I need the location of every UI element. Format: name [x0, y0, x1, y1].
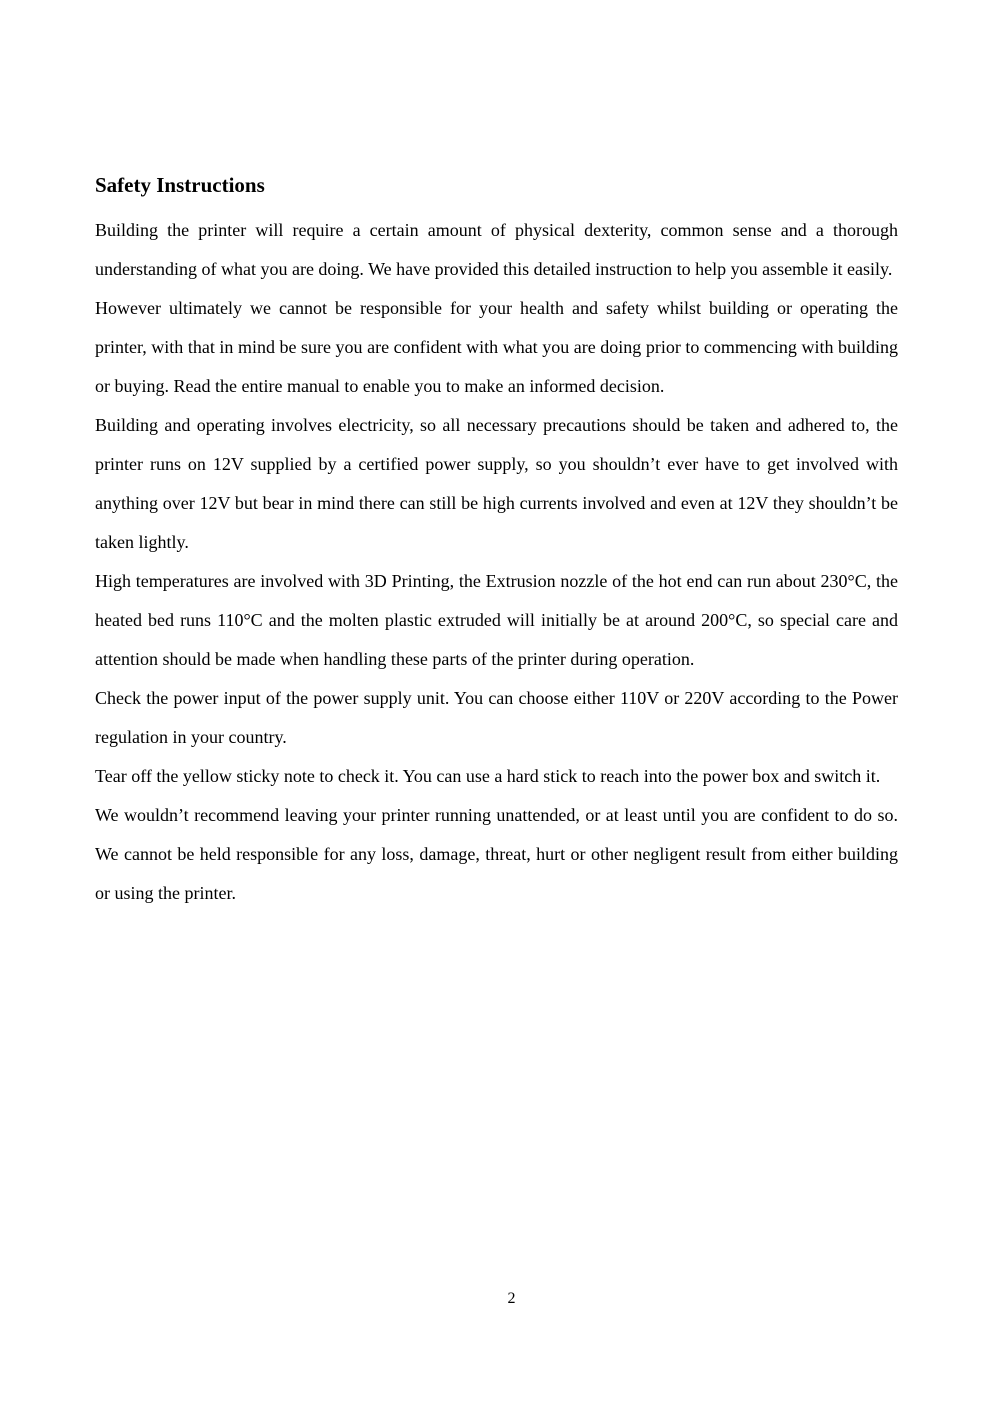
paragraph-responsibility: However ultimately we cannot be responsible for your health and safety whilst building or operating the printer, with that in mind be sure you are confident with what you are doing prior to commencing with building or buying. Read the entire manual to enable you to make an informed decision. [95, 298, 898, 396]
paragraph-assembly-skill: Building the printer will require a certain amount of physical dexterity, common sense and a thorough understanding of what you are doing. We have provided this detailed instruction to help you assemble it easily. [95, 220, 898, 279]
paragraph-unattended-warning: We wouldn’t recommend leaving your printer running unattended, or at least until you are confident to do so. We cannot be held responsible for any loss, damage, threat, hurt or other negligent result from either building or using the printer. [95, 805, 898, 903]
document-page [95, 168, 898, 913]
paragraph-power-input: Check the power input of the power supply unit. You can choose either 110V or 220V according to the Power regulation in your country. [95, 688, 898, 747]
section-title: Safety Instructions [95, 173, 265, 197]
paragraph-temperature: High temperatures are involved with 3D Printing, the Extrusion nozzle of the hot end can run about 230°C, the heated bed runs 110°C and the molten plastic extruded will initially be at around 200°C, so special care and attention should be made when handling these parts of the printer during operation. [95, 571, 898, 669]
paragraph-electricity: Building and operating involves electricity, so all necessary precautions should be taken and adhered to, the printer runs on 12V supplied by a certified power supply, so you shouldn’t ever have to get involved with anything over 12V but bear in mind there can still be high currents involved and even at 12V they shouldn’t be taken lightly. [95, 415, 898, 552]
page-number: 2 [507, 1290, 516, 1307]
paragraph-sticky-note: Tear off the yellow sticky note to check it. You can use a hard stick to reach into the power box and switch it. [95, 766, 881, 786]
